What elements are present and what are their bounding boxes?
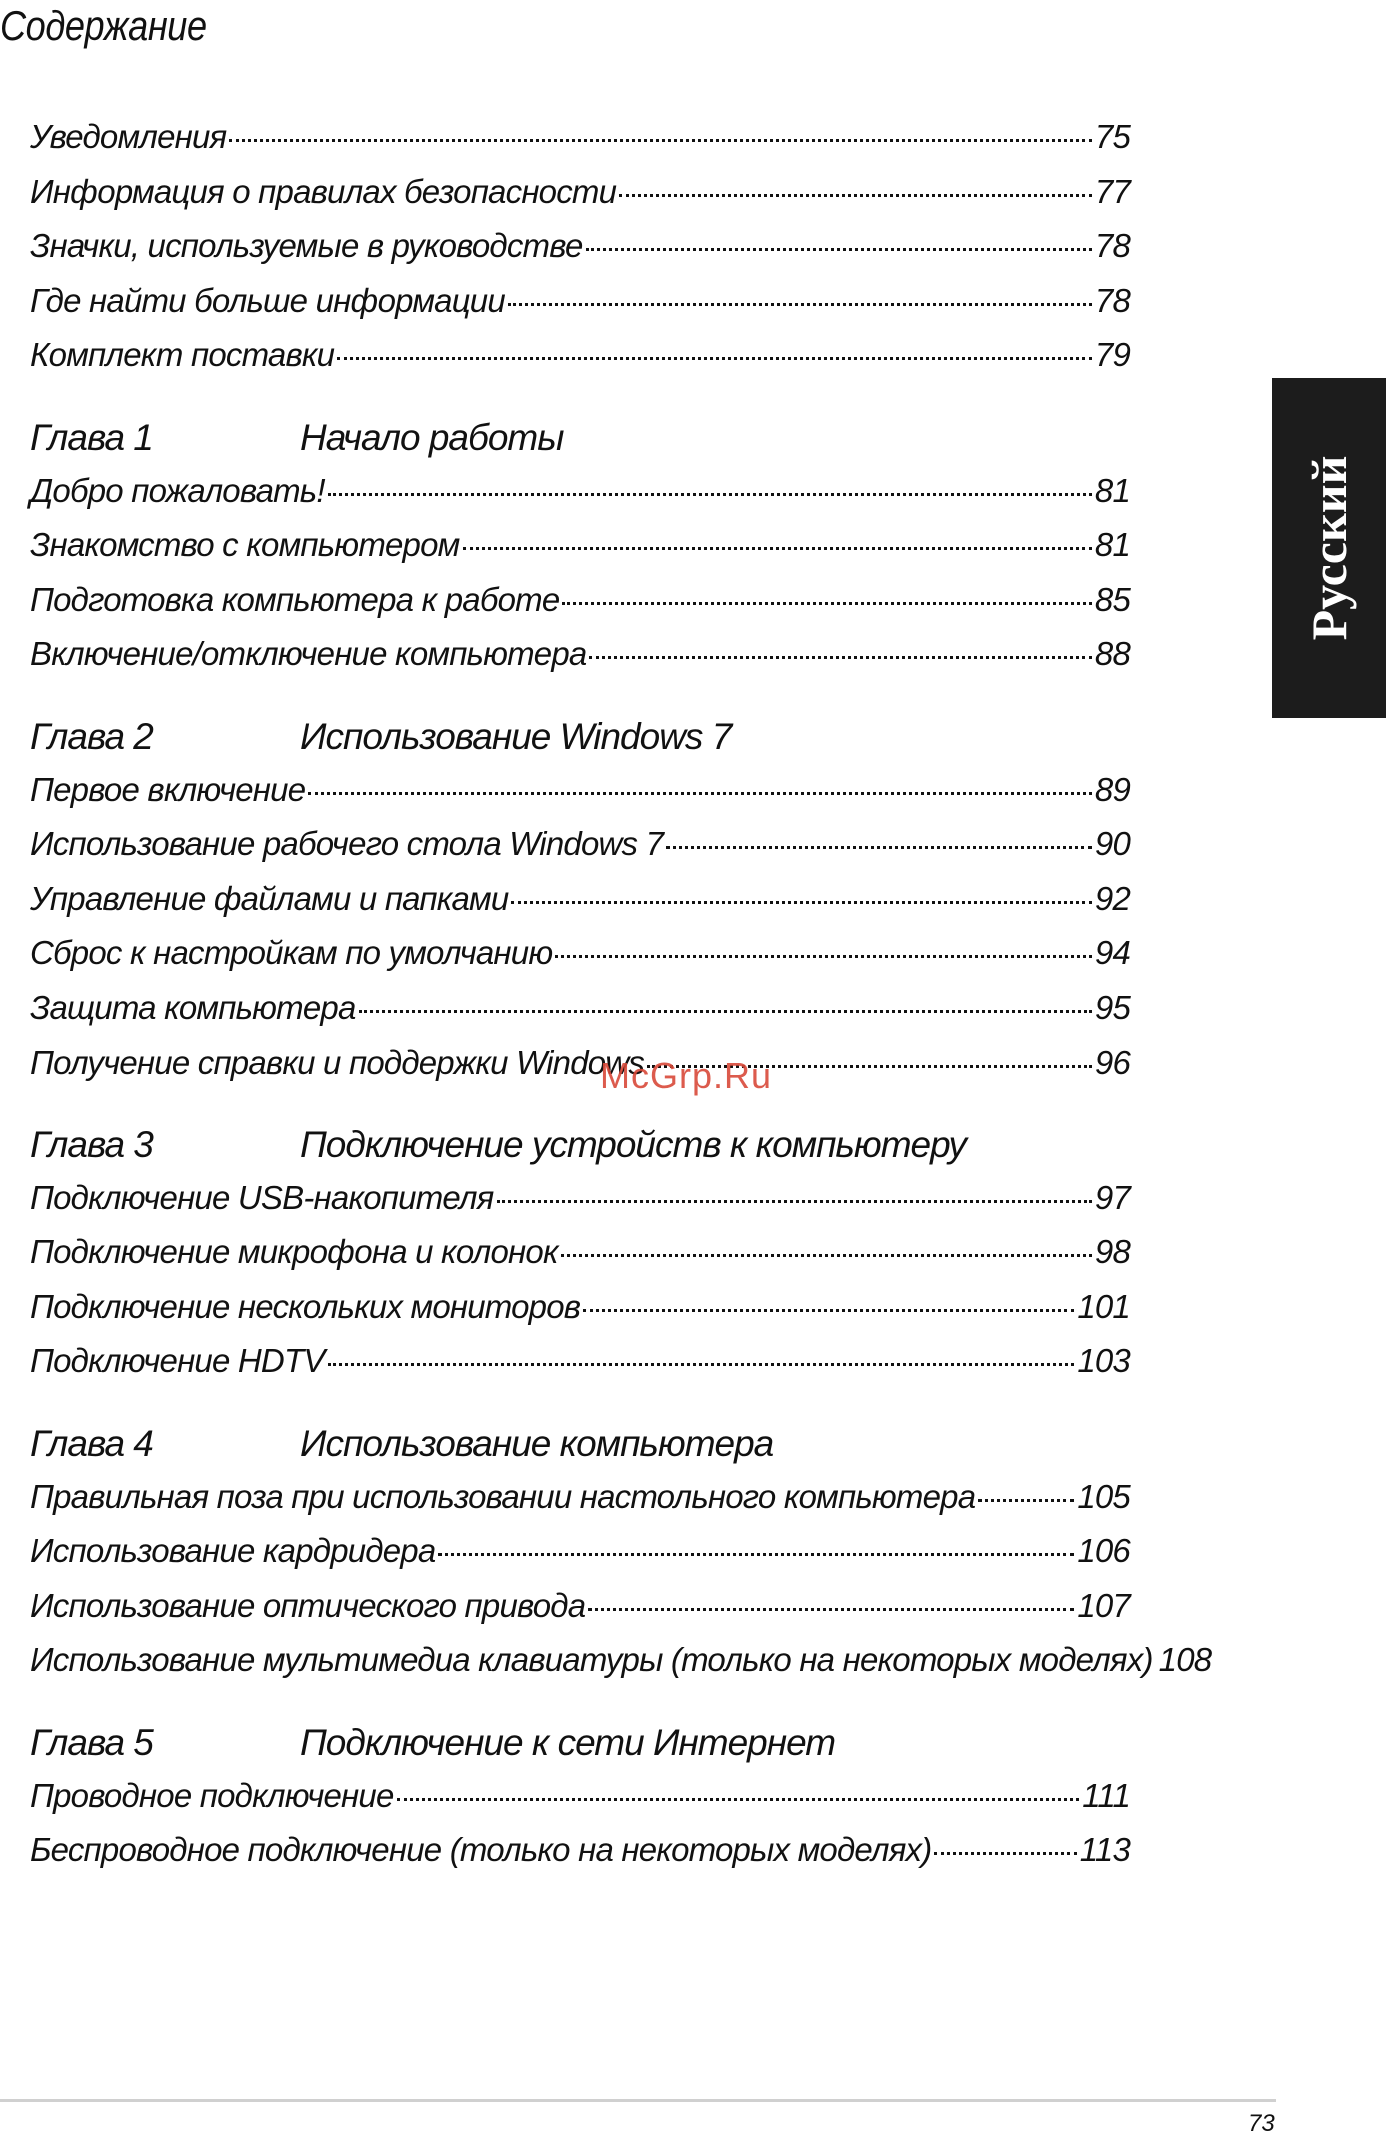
dot-leader <box>328 1363 1075 1366</box>
toc-entry[interactable] <box>30 118 1130 173</box>
dot-leader <box>308 792 1092 795</box>
toc-entry[interactable] <box>30 635 1130 690</box>
toc-entry-page: 108 <box>1158 1641 1212 1679</box>
toc-entry-page: 89 <box>1094 770 1130 808</box>
toc-entry[interactable] <box>30 1641 1212 1696</box>
toc-entry[interactable] <box>30 989 1130 1044</box>
toc-entry[interactable] <box>30 1532 1130 1587</box>
toc-entry-title: Управление файлами и папками <box>30 879 509 917</box>
watermark: McGrp.Ru <box>600 1055 773 1096</box>
chapter-title: Использование компьютера <box>300 1423 774 1465</box>
toc-entry-page: 78 <box>1094 227 1130 265</box>
toc-entry[interactable] <box>30 934 1130 989</box>
dot-leader <box>359 1010 1092 1013</box>
toc-entry[interactable] <box>30 1233 1130 1288</box>
toc-entry[interactable] <box>30 526 1130 581</box>
toc-entry[interactable] <box>30 1288 1130 1343</box>
toc-entry-title: Где найти больше информации <box>30 281 505 319</box>
page-title: Содержание <box>0 2 207 49</box>
dot-leader <box>978 1499 1074 1502</box>
toc-entry-title: Информация о правилах безопасности <box>30 172 617 210</box>
dot-leader <box>497 1200 1092 1203</box>
toc-entry-title: Подключение нескольких мониторов <box>30 1287 581 1325</box>
chapter-label: Глава 5 <box>30 1722 153 1764</box>
toc-entry-title: Подключение HDTV <box>30 1342 325 1380</box>
toc-entry-title: Комплект поставки <box>30 336 335 374</box>
toc-entry-page: 94 <box>1094 934 1130 972</box>
toc-entry-page: 113 <box>1079 1831 1130 1869</box>
dot-leader <box>586 248 1092 251</box>
toc-entry-title: Использование оптического привода <box>30 1586 586 1624</box>
toc-entry-page: 106 <box>1077 1532 1130 1570</box>
chapter-label: Глава 1 <box>30 416 153 458</box>
toc-entry-page: 98 <box>1094 1233 1130 1271</box>
toc-entry-page: 81 <box>1094 526 1130 564</box>
dot-leader <box>666 846 1092 849</box>
toc-entry-title: Значки, используемые в руководстве <box>30 227 583 265</box>
page-number: 73 <box>1248 2110 1275 2137</box>
toc-entry-page: 96 <box>1094 1043 1130 1081</box>
toc-entry-page: 77 <box>1094 172 1130 210</box>
toc-entry[interactable] <box>30 581 1130 636</box>
toc-entry[interactable] <box>30 1342 1130 1397</box>
toc-entry-title: Подготовка компьютера к работе <box>30 580 560 618</box>
toc-entry[interactable] <box>30 1478 1130 1533</box>
chapter-heading[interactable] <box>30 1124 1130 1179</box>
toc-entry[interactable] <box>30 771 1130 826</box>
toc-entry[interactable] <box>30 1831 1130 1886</box>
toc-entry-title: Первое включение <box>30 770 306 808</box>
toc-entry-page: 95 <box>1094 988 1130 1026</box>
dot-leader <box>328 493 1092 496</box>
chapter-heading[interactable] <box>30 1423 1130 1478</box>
toc-entry-title: Использование кардридера <box>30 1532 436 1570</box>
chapter-title: Использование Windows 7 <box>300 715 732 757</box>
dot-leader <box>934 1852 1076 1855</box>
toc-entry-page: 97 <box>1094 1178 1130 1216</box>
toc-entry-title: Знакомство с компьютером <box>30 526 460 564</box>
toc-entry-page: 101 <box>1077 1287 1130 1325</box>
toc-entry[interactable] <box>30 472 1130 527</box>
dot-leader <box>438 1553 1074 1556</box>
toc-entry[interactable] <box>30 1044 1130 1099</box>
toc-entry-page: 107 <box>1077 1586 1130 1624</box>
dot-leader <box>508 303 1092 306</box>
chapter-title: Подключение к сети Интернет <box>300 1722 836 1764</box>
chapter-title: Начало работы <box>300 416 564 458</box>
chapter-label: Глава 2 <box>30 715 153 757</box>
dot-leader <box>589 656 1091 659</box>
toc-entry-page: 85 <box>1094 580 1130 618</box>
toc-entry-page: 75 <box>1094 118 1130 155</box>
dot-leader <box>511 901 1091 904</box>
chapter-label: Глава 4 <box>30 1423 153 1465</box>
toc-entry-title: Уведомления <box>30 118 227 155</box>
chapter-heading[interactable] <box>30 716 1130 771</box>
toc-entry-title: Беспроводное подключение (только на некоторых моделях) <box>30 1831 932 1869</box>
table-of-contents <box>30 118 1212 1886</box>
toc-entry-page: 105 <box>1077 1477 1130 1515</box>
toc-entry-title: Подключение микрофона и колонок <box>30 1233 558 1271</box>
toc-entry-title: Подключение USB-накопителя <box>30 1178 494 1216</box>
dot-leader <box>397 1798 1080 1801</box>
toc-entry-title: Получение справки и поддержки Windows <box>30 1043 645 1081</box>
toc-entry[interactable] <box>30 825 1130 880</box>
toc-entry-page: 103 <box>1077 1342 1130 1380</box>
toc-entry-page: 88 <box>1094 635 1130 673</box>
toc-entry-title: Включение/отключение компьютера <box>30 635 587 673</box>
language-tab <box>1272 378 1386 718</box>
dot-leader <box>555 955 1092 958</box>
toc-entry-title: Использование рабочего стола Windows 7 <box>30 825 664 863</box>
dot-leader <box>583 1309 1074 1312</box>
toc-entry[interactable] <box>30 336 1130 391</box>
chapter-heading[interactable] <box>30 417 1130 472</box>
toc-entry[interactable] <box>30 1179 1130 1234</box>
footer-divider <box>0 2099 1276 2102</box>
toc-entry-title: Использование мультимедиа клавиатуры (только на некоторых моделях) <box>30 1641 1153 1679</box>
toc-entry-page: 111 <box>1082 1776 1130 1814</box>
toc-entry-page: 92 <box>1094 879 1130 917</box>
toc-entry-title: Сброс к настройкам по умолчанию <box>30 934 553 972</box>
toc-entry-page: 90 <box>1094 825 1130 863</box>
toc-entry[interactable] <box>30 1587 1130 1642</box>
dot-leader <box>588 1608 1074 1611</box>
dot-leader <box>562 602 1092 605</box>
toc-entry[interactable] <box>30 1777 1130 1832</box>
toc-entry-title: Защита компьютера <box>30 988 356 1026</box>
dot-leader <box>561 1254 1092 1257</box>
toc-entry[interactable] <box>30 880 1130 935</box>
toc-entry[interactable] <box>30 227 1130 282</box>
toc-entry-title: Правильная поза при использовании настольного компьютера <box>30 1477 976 1515</box>
chapter-label: Глава 3 <box>30 1124 153 1166</box>
dot-leader <box>337 357 1092 360</box>
dot-leader <box>229 139 1092 142</box>
toc-entry-title: Проводное подключение <box>30 1776 394 1814</box>
dot-leader <box>463 547 1092 550</box>
toc-entry-page: 78 <box>1094 281 1130 319</box>
toc-entry-page: 79 <box>1094 336 1130 374</box>
toc-entry-page: 81 <box>1094 471 1130 509</box>
chapter-heading[interactable] <box>30 1722 1130 1777</box>
chapter-title: Подключение устройств к компьютеру <box>300 1124 966 1166</box>
language-tab-label: Русский <box>1301 455 1357 641</box>
toc-entry-title: Добро пожаловать! <box>30 471 325 509</box>
dot-leader <box>619 194 1092 197</box>
toc-entry[interactable] <box>30 282 1130 337</box>
toc-entry[interactable] <box>30 173 1130 228</box>
